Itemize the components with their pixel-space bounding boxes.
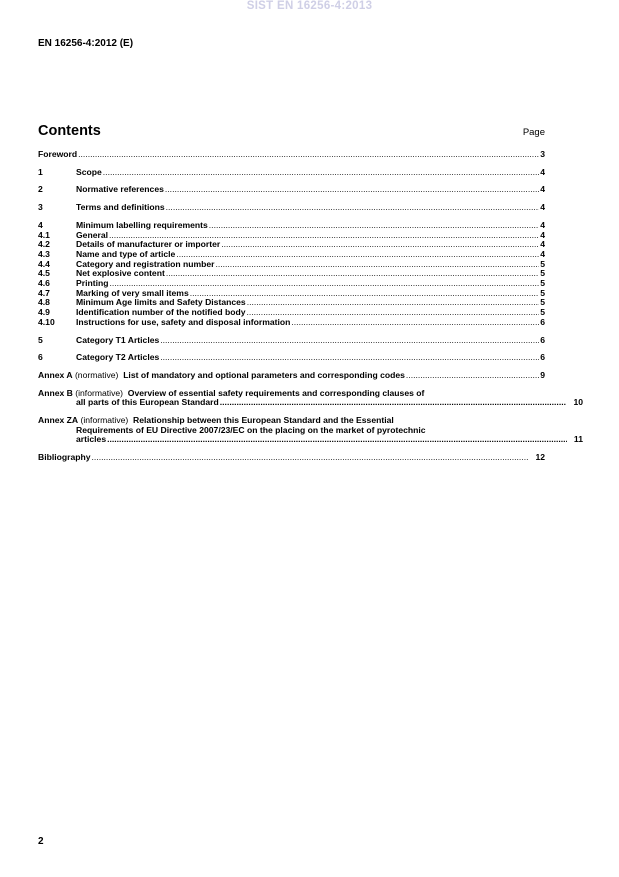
toc-entry-4-10[interactable] bbox=[38, 318, 545, 328]
toc-entry-4[interactable] bbox=[38, 221, 545, 231]
toc-page: 11 bbox=[573, 434, 583, 445]
toc-page: 6 bbox=[540, 352, 545, 363]
leader-dots bbox=[166, 203, 540, 213]
toc-title: Scope bbox=[76, 166, 102, 177]
toc-entry-6[interactable] bbox=[38, 353, 545, 363]
annex-label: Annex ZA bbox=[38, 415, 79, 426]
toc-number: 4.2 bbox=[38, 239, 50, 250]
toc-page: 5 bbox=[540, 268, 545, 279]
leader-dots bbox=[221, 240, 539, 250]
toc-number: 4.4 bbox=[38, 258, 50, 269]
toc-title-continued: articles bbox=[76, 434, 107, 445]
toc-page: 4 bbox=[540, 202, 545, 213]
leader-dots bbox=[247, 298, 540, 308]
annex-type: (informative) bbox=[75, 387, 124, 398]
toc-page: 4 bbox=[540, 229, 545, 240]
toc-title: Minimum labelling requirements bbox=[76, 219, 208, 230]
toc-entry-4-5[interactable] bbox=[38, 269, 545, 279]
toc-page: 12 bbox=[535, 452, 545, 463]
annex-label: Annex B bbox=[38, 387, 73, 398]
toc-title: Overview of essential safety requirements and corresponding clauses of bbox=[127, 387, 425, 398]
toc-title: Foreword bbox=[38, 149, 78, 159]
toc-page: 4 bbox=[540, 166, 545, 177]
toc-number: 4.10 bbox=[38, 316, 55, 327]
toc-number: 4.1 bbox=[38, 229, 50, 240]
toc-page: 6 bbox=[540, 334, 545, 345]
toc-number: 2 bbox=[38, 184, 43, 195]
leader-dots bbox=[209, 221, 539, 231]
toc-entry-foreword[interactable] bbox=[38, 150, 545, 160]
page-column-label: Page bbox=[522, 127, 545, 138]
page-number: 2 bbox=[38, 836, 44, 847]
annex-type: (normative) bbox=[74, 369, 119, 380]
toc-entry-bibliography[interactable] bbox=[38, 453, 545, 463]
leader-dots bbox=[406, 371, 539, 381]
toc-title-continued: Requirements of EU Directive 2007/23/EC on the placing on the market of pyrotechnic bbox=[76, 424, 426, 435]
toc-page: 10 bbox=[573, 397, 583, 408]
toc-title: Instructions for use, safety and disposal information bbox=[76, 316, 291, 327]
leader-dots bbox=[220, 398, 567, 408]
toc-entry-2[interactable] bbox=[38, 185, 545, 195]
toc-page: 6 bbox=[540, 316, 545, 327]
leader-dots bbox=[92, 453, 529, 463]
toc-number: 4.7 bbox=[38, 287, 50, 298]
toc-entry-5[interactable] bbox=[38, 336, 545, 346]
toc-number: 4.5 bbox=[38, 268, 50, 279]
toc-page: 4 bbox=[540, 239, 545, 250]
toc-number: 6 bbox=[38, 352, 43, 363]
toc-title: General bbox=[76, 229, 109, 240]
toc-page: 3 bbox=[540, 149, 545, 159]
toc-number: 4.8 bbox=[38, 297, 50, 308]
toc-title: Minimum Age limits and Safety Distances bbox=[76, 297, 246, 308]
leader-dots bbox=[215, 260, 539, 270]
toc-title: Terms and definitions bbox=[76, 202, 165, 213]
toc-title: Net explosive content bbox=[76, 268, 165, 279]
toc-number: 1 bbox=[38, 166, 43, 177]
toc-number: 4.9 bbox=[38, 307, 50, 318]
leader-dots bbox=[176, 250, 539, 260]
toc-entry-annex-b[interactable] bbox=[38, 387, 583, 408]
leader-dots bbox=[165, 185, 539, 195]
toc-page: 5 bbox=[540, 278, 545, 289]
toc-title: List of mandatory and optional parameters and corresponding codes bbox=[123, 369, 405, 380]
leader-dots bbox=[107, 435, 567, 445]
toc-number: 4 bbox=[38, 219, 43, 230]
toc-title-continued: all parts of this European Standard bbox=[76, 397, 219, 408]
toc-entry-annex-a[interactable] bbox=[38, 371, 545, 381]
toc-page: 9 bbox=[540, 369, 545, 380]
toc-title: Bibliography bbox=[38, 452, 91, 463]
toc-title: Category T1 Articles bbox=[76, 334, 160, 345]
toc-title: Details of manufacturer or importer bbox=[76, 239, 221, 250]
leader-dots bbox=[291, 318, 539, 328]
toc-number: 3 bbox=[38, 202, 43, 213]
toc-page: 4 bbox=[540, 184, 545, 195]
toc-title: Name and type of article bbox=[76, 248, 176, 259]
toc-title: Category and registration number bbox=[76, 258, 215, 269]
toc-title: Identification number of the notified body bbox=[76, 307, 246, 318]
toc-entry-annex-za[interactable] bbox=[38, 415, 583, 445]
watermark: SIST EN 16256-4:2013 bbox=[246, 0, 373, 12]
leader-dots bbox=[103, 168, 539, 178]
toc-number: 5 bbox=[38, 334, 43, 345]
leader-dots bbox=[160, 336, 539, 346]
toc-number: 4.6 bbox=[38, 278, 50, 289]
toc-page: 5 bbox=[540, 287, 545, 298]
toc-title: Relationship between this European Standard and the Essential bbox=[133, 415, 394, 426]
toc-number: 4.3 bbox=[38, 248, 50, 259]
toc-title: Printing bbox=[76, 278, 109, 289]
toc-title: Marking of very small items bbox=[76, 287, 189, 298]
document-id: EN 16256-4:2012 (E) bbox=[38, 38, 134, 49]
toc-page: 5 bbox=[540, 297, 545, 308]
table-of-contents bbox=[38, 149, 583, 463]
leader-dots bbox=[166, 269, 539, 279]
contents-heading: Contents bbox=[38, 123, 101, 139]
annex-type: (informative) bbox=[80, 415, 129, 426]
toc-title: Category T2 Articles bbox=[76, 352, 160, 363]
leader-dots bbox=[246, 308, 539, 318]
toc-entry-1[interactable] bbox=[38, 168, 545, 178]
leader-dots bbox=[160, 353, 539, 363]
annex-label: Annex A bbox=[38, 369, 73, 380]
leader-dots bbox=[78, 150, 539, 160]
toc-page: 4 bbox=[540, 219, 545, 230]
toc-page: 4 bbox=[540, 248, 545, 259]
toc-entry-3[interactable] bbox=[38, 203, 545, 213]
toc-title: Normative references bbox=[76, 184, 164, 195]
toc-page: 5 bbox=[540, 307, 545, 318]
toc-page: 5 bbox=[540, 258, 545, 269]
